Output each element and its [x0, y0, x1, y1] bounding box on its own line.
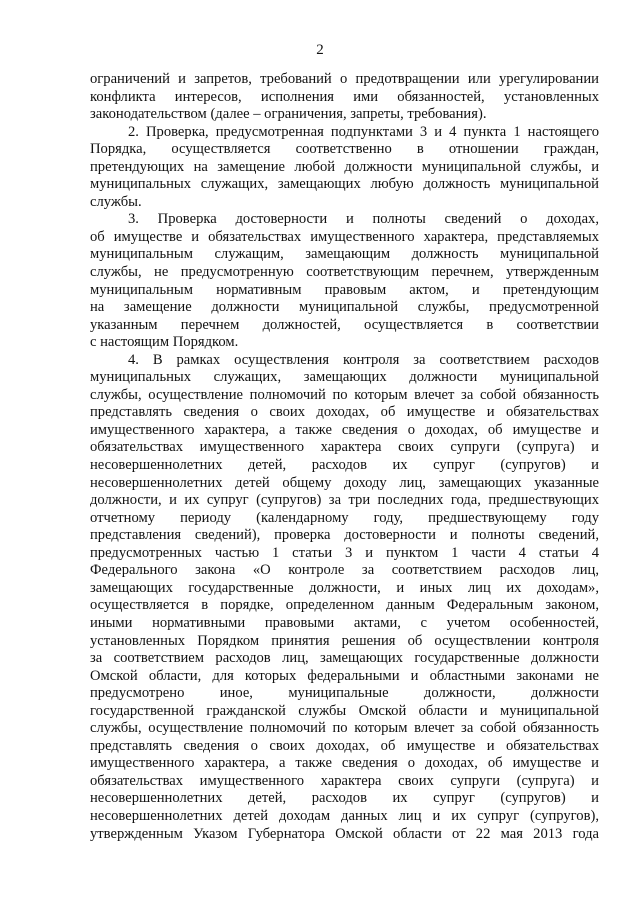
text-line: ограничений и запретов, требований о предотвращении или урегулировании — [90, 71, 599, 87]
text-line: муниципальным нормативным правовым актом, и претендующим — [90, 281, 599, 298]
text-line: с настоящим Порядком. — [90, 334, 239, 351]
paragraph-3-first-line: 3. Проверка достоверности и полноты сведений о доходах, — [128, 211, 599, 228]
text-line: замещающих государственные должности, и иных лиц их доходам», — [90, 579, 599, 596]
text-line: конфликта интересов, исполнения ими обязанностей, установленных — [90, 88, 599, 105]
text-line: обязательствах имущественного характера своих супруги (супруга) и — [90, 772, 599, 789]
text-line: муниципальным служащим, замещающим должность муниципальной — [90, 246, 599, 263]
text-line: обязательствах имущественного характера своих супруги (супруга) и — [90, 439, 599, 456]
text-line: Омской области, для которых федеральными и областными законами не — [90, 667, 599, 684]
text-line: имущественного характера, а также сведения о доходах, об имуществе и — [90, 755, 599, 772]
text-line: несовершеннолетних детей общему доходу лиц, замещающих указанные — [90, 474, 599, 491]
paragraph-4-first-line: 4. В рамках осуществления контроля за соответствием расходов — [128, 351, 599, 368]
page-number: 2 — [316, 42, 324, 58]
text-line: несовершеннолетних детей, расходов их супруг (супругов) и — [90, 457, 599, 474]
text-line: государственной гражданской службы Омской области и муниципальной — [90, 702, 599, 719]
text-line: об имуществе и обязательствах имущественного характера, представляемых — [90, 228, 599, 245]
text-line: Федерального закона «О контроле за соответствием расходов лиц, — [90, 562, 599, 579]
text-line: представлять сведения о своих доходах, об имуществе и обязательствах — [90, 404, 599, 421]
text-line: представления сведений), проверка достоверности и полноты сведений, — [90, 527, 599, 544]
text-line: муниципальных служащих, замещающих должности муниципальной — [90, 369, 599, 386]
text-line: предусмотренных частью 1 статьи 3 и пунктом 1 части 4 статьи 4 — [90, 544, 599, 561]
text-line: иными нормативными правовыми актами, с учетом особенностей, — [90, 614, 599, 631]
text-line: отчетному периоду (календарному году, предшествующему году — [90, 509, 599, 526]
text-line: муниципальных служащих, замещающих любую должность муниципальной — [90, 176, 599, 193]
text-line: осуществляется в порядке, определенном данным Федеральным законом, — [90, 597, 599, 614]
text-line: указанным перечнем должностей, осуществляется в соответствии — [90, 316, 599, 333]
text-line: представлять сведения о своих доходах, об имуществе и обязательствах — [90, 737, 599, 754]
paragraph-2-first-line: 2. Проверка, предусмотренная подпунктами 3 и 4 пункта 1 настоящего — [128, 123, 599, 140]
text-line: за соответствием расходов лиц, замещающих государственные должности — [90, 650, 599, 667]
text-line: должности, и их супруг (супругов) за три последних года, предшествующих — [90, 492, 599, 509]
text-line: предусмотрено иное, муниципальные должности, должности — [90, 685, 599, 702]
text-line: утвержденным Указом Губернатора Омской области от 22 мая 2013 года — [90, 825, 599, 842]
text-line: установленных Порядком принятия решения об осуществлении контроля — [90, 632, 599, 649]
text-line: несовершеннолетних детей доходам данных лиц и их супруг (супругов), — [90, 807, 599, 824]
text-line: претендующих на замещение любой должности муниципальной службы, и — [90, 158, 599, 175]
text-line: несовершеннолетних детей, расходов их супруг (супругов) и — [90, 790, 599, 807]
text-line: службы, осуществление полномочий по которым влечет за собой обязанность — [90, 720, 599, 737]
text-line: службы. — [90, 193, 142, 210]
text-line: Порядка, осуществляется соответственно в отношении граждан, — [90, 141, 599, 158]
text-line: службы, не предусмотренную соответствующим перечнем, утвержденным — [90, 264, 599, 281]
document-body — [90, 71, 599, 843]
text-line: на замещение должности муниципальной службы, предусмотренной — [90, 299, 599, 316]
text-line: имущественного характера, а также сведения о доходах, об имуществе и — [90, 421, 599, 438]
text-line: законодательством (далее – ограничения, запреты, требования). — [90, 106, 487, 123]
text-line: службы, осуществление полномочий по которым влечет за собой обязанность — [90, 386, 599, 403]
